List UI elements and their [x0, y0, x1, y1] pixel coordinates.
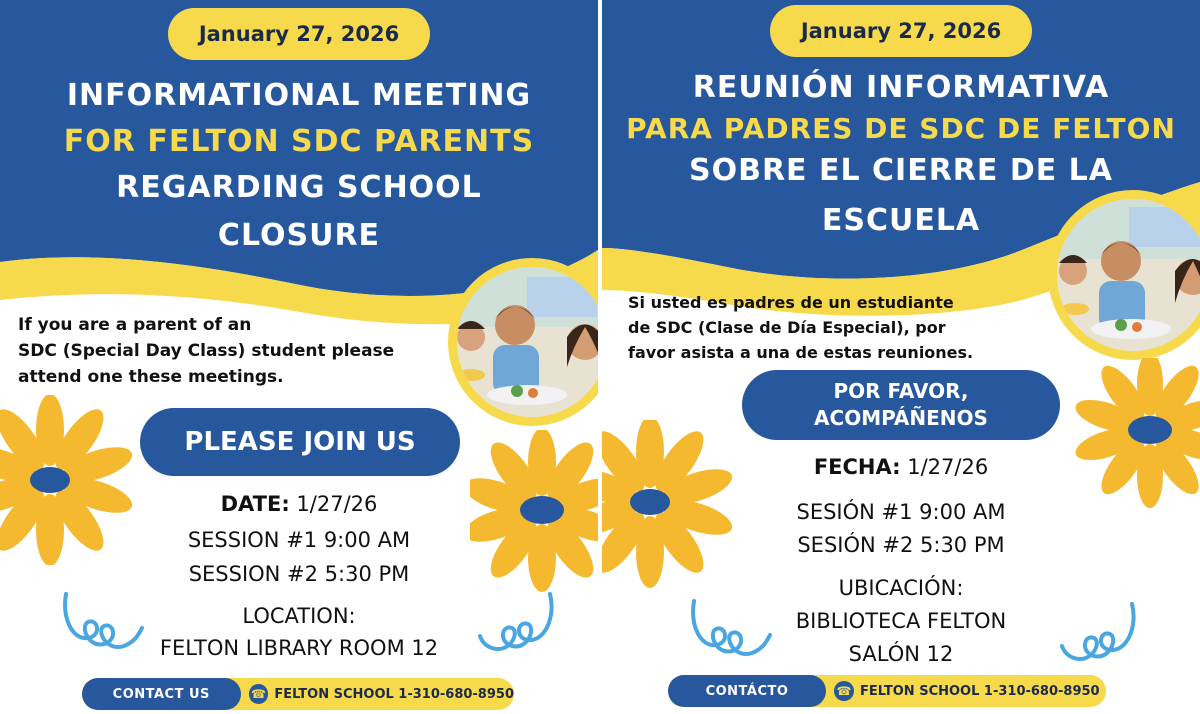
intro-line-2: de SDC (Clase de Día Especial), por: [628, 318, 946, 337]
flower-icon: [1060, 358, 1200, 518]
title-line-2: PARA PADRES DE SDC DE FELTON: [626, 112, 1176, 145]
location-value: FELTON LIBRARY ROOM 12: [159, 636, 439, 660]
intro-line-3: attend one these meetings.: [18, 367, 284, 387]
session-1: SESSION #1 9:00 AM: [187, 528, 411, 552]
session-2: SESIÓN #2 5:30 PM: [797, 533, 1005, 557]
title-line-3: REGARDING SCHOOL: [116, 170, 482, 205]
join-label-line-1: POR FAVOR,: [833, 379, 969, 403]
title-line-4: ESCUELA: [821, 203, 981, 238]
location-line-1: BIBLIOTECA FELTON: [795, 609, 1007, 633]
date-value: 1/27/26: [296, 492, 378, 516]
contact-bar: [668, 675, 1106, 707]
contact-phone[interactable]: FELTON SCHOOL 1-310-680-8950: [860, 683, 1100, 699]
phone-icon: ☎: [249, 684, 269, 704]
intro-text: [18, 312, 394, 390]
session-2: SESSION #2 5:30 PM: [188, 562, 410, 586]
phone-icon: ☎: [834, 681, 854, 701]
intro-line-3: favor asista a una de estas reuniones.: [628, 343, 974, 362]
title-line-1: INFORMATIONAL MEETING: [66, 78, 532, 113]
contact-phone[interactable]: FELTON SCHOOL 1-310-680-8950: [274, 686, 514, 702]
location-label: LOCATION:: [242, 604, 356, 628]
title-line-3: SOBRE EL CIERRE DE LA: [688, 153, 1114, 188]
date-badge: January 27, 2026: [770, 5, 1032, 57]
location-label: UBICACIÓN:: [838, 576, 964, 600]
intro-line-1: If you are a parent of an: [18, 315, 252, 335]
title-line-4: CLOSURE: [217, 218, 381, 253]
english-flyer: [0, 0, 598, 714]
join-label-line-2: ACOMPÁÑENOS: [814, 406, 988, 430]
date-label: FECHA:: [813, 455, 901, 479]
date-row: [0, 492, 598, 516]
date-value: 1/27/26: [907, 455, 989, 479]
contact-bar: [82, 678, 514, 710]
contact-button[interactable]: CONTÁCTO: [668, 675, 826, 707]
join-us-banner: [742, 370, 1060, 440]
date-label: DATE:: [220, 492, 290, 516]
spanish-flyer: [602, 0, 1200, 714]
date-badge: January 27, 2026: [168, 8, 430, 60]
date-row: [602, 455, 1200, 479]
join-us-banner: PLEASE JOIN US: [140, 408, 460, 476]
location-line-2: SALÓN 12: [848, 642, 954, 666]
intro-text: [628, 290, 973, 365]
title-line-1: REUNIÓN INFORMATIVA: [692, 70, 1110, 105]
contact-us-button[interactable]: CONTACT US: [82, 678, 241, 710]
intro-line-2: SDC (Special Day Class) student please: [18, 341, 395, 361]
intro-line-1: Si usted es padres de un estudiante: [628, 293, 954, 312]
session-1: SESIÓN #1 9:00 AM: [796, 500, 1006, 524]
title-line-2: FOR FELTON SDC PARENTS: [63, 124, 535, 159]
